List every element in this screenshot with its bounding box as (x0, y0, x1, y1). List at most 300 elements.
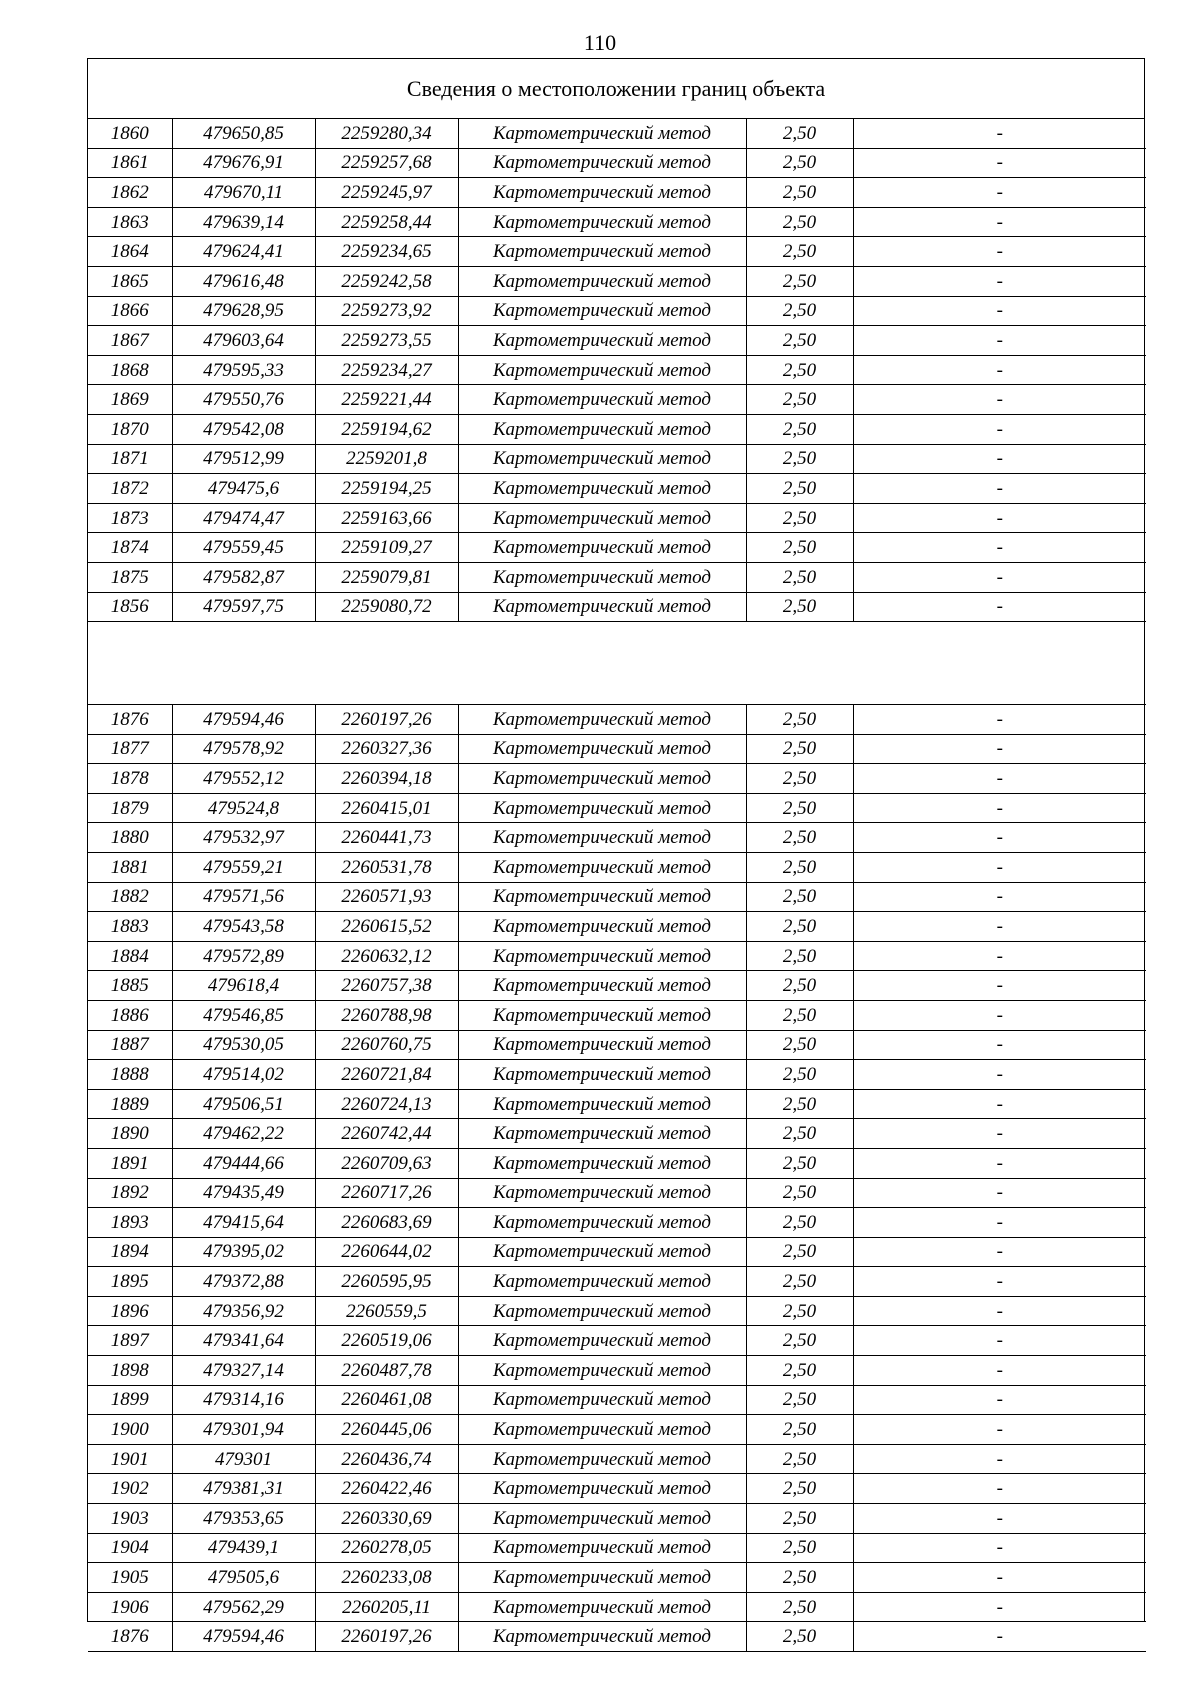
point-number-cell: 1876 (88, 1622, 172, 1652)
x-coordinate-cell: 479552,12 (172, 764, 315, 794)
table-row (88, 355, 1146, 385)
x-coordinate-cell: 479301 (172, 1444, 315, 1474)
table-row (88, 793, 1146, 823)
method-cell: Картометрический метод (458, 1060, 746, 1090)
note-cell: - (853, 1622, 1146, 1652)
x-coordinate-cell: 479639,14 (172, 207, 315, 237)
y-coordinate-cell: 2260760,75 (315, 1030, 458, 1060)
method-cell: Картометрический метод (458, 882, 746, 912)
note-cell: - (853, 207, 1146, 237)
note-cell: - (853, 355, 1146, 385)
y-coordinate-cell: 2259201,8 (315, 444, 458, 474)
y-coordinate-cell: 2259221,44 (315, 385, 458, 415)
note-cell: - (853, 1504, 1146, 1534)
point-number-cell: 1868 (88, 355, 172, 385)
method-cell: Картометрический метод (458, 503, 746, 533)
y-coordinate-cell: 2260615,52 (315, 912, 458, 942)
method-cell: Картометрический метод (458, 1444, 746, 1474)
y-coordinate-cell: 2259109,27 (315, 533, 458, 563)
accuracy-cell: 2,50 (746, 296, 853, 326)
note-cell: - (853, 1444, 1146, 1474)
y-coordinate-cell: 2260278,05 (315, 1533, 458, 1563)
page-number: 110 (583, 30, 617, 55)
method-cell: Картометрический метод (458, 1237, 746, 1267)
x-coordinate-cell: 479301,94 (172, 1415, 315, 1445)
accuracy-cell: 2,50 (746, 414, 853, 444)
note-cell: - (853, 237, 1146, 267)
point-number-cell: 1877 (88, 734, 172, 764)
x-coordinate-cell: 479353,65 (172, 1504, 315, 1534)
method-cell: Картометрический метод (458, 1030, 746, 1060)
boundary-table-frame (87, 58, 1145, 1648)
accuracy-cell: 2,50 (746, 355, 853, 385)
accuracy-cell: 2,50 (746, 1119, 853, 1149)
y-coordinate-cell: 2260197,26 (315, 1622, 458, 1652)
accuracy-cell: 2,50 (746, 1474, 853, 1504)
accuracy-cell: 2,50 (746, 533, 853, 563)
point-number-cell: 1900 (88, 1415, 172, 1445)
method-cell: Картометрический метод (458, 1622, 746, 1652)
table-row (88, 941, 1146, 971)
method-cell: Картометрический метод (458, 705, 746, 735)
accuracy-cell: 2,50 (746, 1089, 853, 1119)
accuracy-cell: 2,50 (746, 1030, 853, 1060)
note-cell: - (853, 882, 1146, 912)
note-cell: - (853, 823, 1146, 853)
table-row (88, 444, 1146, 474)
table-row (88, 1119, 1146, 1149)
accuracy-cell: 2,50 (746, 237, 853, 267)
point-number-cell: 1880 (88, 823, 172, 853)
method-cell: Картометрический метод (458, 1533, 746, 1563)
table-row (88, 1267, 1146, 1297)
y-coordinate-cell: 2260327,36 (315, 734, 458, 764)
accuracy-cell: 2,50 (746, 852, 853, 882)
y-coordinate-cell: 2259079,81 (315, 562, 458, 592)
note-cell: - (853, 266, 1146, 296)
accuracy-cell: 2,50 (746, 562, 853, 592)
x-coordinate-cell: 479578,92 (172, 734, 315, 764)
method-cell: Картометрический метод (458, 266, 746, 296)
method-cell: Картометрический метод (458, 764, 746, 794)
table-row (88, 1089, 1146, 1119)
x-coordinate-cell: 479572,89 (172, 941, 315, 971)
table-row (88, 734, 1146, 764)
x-coordinate-cell: 479559,21 (172, 852, 315, 882)
method-cell: Картометрический метод (458, 1474, 746, 1504)
x-coordinate-cell: 479530,05 (172, 1030, 315, 1060)
table-title: Сведения о местоположении границ объекта (88, 59, 1144, 119)
accuracy-cell: 2,50 (746, 1208, 853, 1238)
accuracy-cell: 2,50 (746, 1060, 853, 1090)
method-cell: Картометрический метод (458, 1326, 746, 1356)
table-row (88, 119, 1146, 148)
accuracy-cell: 2,50 (746, 148, 853, 178)
method-cell: Картометрический метод (458, 444, 746, 474)
y-coordinate-cell: 2260422,46 (315, 1474, 458, 1504)
point-number-cell: 1905 (88, 1563, 172, 1593)
y-coordinate-cell: 2260197,26 (315, 705, 458, 735)
accuracy-cell: 2,50 (746, 1415, 853, 1445)
table-row (88, 1592, 1146, 1622)
y-coordinate-cell: 2259080,72 (315, 592, 458, 622)
point-number-cell: 1893 (88, 1208, 172, 1238)
accuracy-cell: 2,50 (746, 1622, 853, 1652)
table-row (88, 882, 1146, 912)
y-coordinate-cell: 2260394,18 (315, 764, 458, 794)
note-cell: - (853, 1563, 1146, 1593)
method-cell: Картометрический метод (458, 474, 746, 504)
note-cell: - (853, 1267, 1146, 1297)
y-coordinate-cell: 2260724,13 (315, 1089, 458, 1119)
y-coordinate-cell: 2260233,08 (315, 1563, 458, 1593)
table-row (88, 266, 1146, 296)
method-cell: Картометрический метод (458, 941, 746, 971)
table-row (88, 912, 1146, 942)
method-cell: Картометрический метод (458, 1563, 746, 1593)
note-cell: - (853, 1148, 1146, 1178)
point-number-cell: 1878 (88, 764, 172, 794)
table-row (88, 296, 1146, 326)
y-coordinate-cell: 2260683,69 (315, 1208, 458, 1238)
note-cell: - (853, 474, 1146, 504)
x-coordinate-cell: 479475,6 (172, 474, 315, 504)
note-cell: - (853, 119, 1146, 148)
point-number-cell: 1886 (88, 1000, 172, 1030)
accuracy-cell: 2,50 (746, 734, 853, 764)
point-number-cell: 1895 (88, 1267, 172, 1297)
x-coordinate-cell: 479506,51 (172, 1089, 315, 1119)
x-coordinate-cell: 479514,02 (172, 1060, 315, 1090)
point-number-cell: 1902 (88, 1474, 172, 1504)
accuracy-cell: 2,50 (746, 764, 853, 794)
x-coordinate-cell: 479546,85 (172, 1000, 315, 1030)
note-cell: - (853, 1089, 1146, 1119)
y-coordinate-cell: 2260595,95 (315, 1267, 458, 1297)
table-row (88, 1326, 1146, 1356)
table-row (88, 237, 1146, 267)
x-coordinate-cell: 479571,56 (172, 882, 315, 912)
table-row (88, 1504, 1146, 1534)
x-coordinate-cell: 479616,48 (172, 266, 315, 296)
table-row (88, 1563, 1146, 1593)
point-number-cell: 1899 (88, 1385, 172, 1415)
method-cell: Картометрический метод (458, 1208, 746, 1238)
accuracy-cell: 2,50 (746, 1385, 853, 1415)
point-number-cell: 1883 (88, 912, 172, 942)
point-number-cell: 1882 (88, 882, 172, 912)
method-cell: Картометрический метод (458, 1504, 746, 1534)
accuracy-cell: 2,50 (746, 444, 853, 474)
method-cell: Картометрический метод (458, 562, 746, 592)
point-number-cell: 1872 (88, 474, 172, 504)
accuracy-cell: 2,50 (746, 912, 853, 942)
x-coordinate-cell: 479594,46 (172, 1622, 315, 1652)
note-cell: - (853, 1533, 1146, 1563)
note-cell: - (853, 178, 1146, 208)
x-coordinate-cell: 479543,58 (172, 912, 315, 942)
point-number-cell: 1860 (88, 119, 172, 148)
point-number-cell: 1903 (88, 1504, 172, 1534)
table-row (88, 1385, 1146, 1415)
method-cell: Картометрический метод (458, 355, 746, 385)
point-number-cell: 1894 (88, 1237, 172, 1267)
y-coordinate-cell: 2260330,69 (315, 1504, 458, 1534)
accuracy-cell: 2,50 (746, 178, 853, 208)
y-coordinate-cell: 2260742,44 (315, 1119, 458, 1149)
x-coordinate-cell: 479542,08 (172, 414, 315, 444)
point-number-cell: 1875 (88, 562, 172, 592)
y-coordinate-cell: 2260519,06 (315, 1326, 458, 1356)
note-cell: - (853, 1356, 1146, 1386)
note-cell: - (853, 1326, 1146, 1356)
note-cell: - (853, 971, 1146, 1001)
method-cell: Картометрический метод (458, 178, 746, 208)
point-number-cell: 1869 (88, 385, 172, 415)
note-cell: - (853, 296, 1146, 326)
y-coordinate-cell: 2259234,27 (315, 355, 458, 385)
y-coordinate-cell: 2260644,02 (315, 1237, 458, 1267)
accuracy-cell: 2,50 (746, 326, 853, 356)
y-coordinate-cell: 2259163,66 (315, 503, 458, 533)
y-coordinate-cell: 2260487,78 (315, 1356, 458, 1386)
method-cell: Картометрический метод (458, 1089, 746, 1119)
table-row (88, 1148, 1146, 1178)
x-coordinate-cell: 479676,91 (172, 148, 315, 178)
x-coordinate-cell: 479462,22 (172, 1119, 315, 1149)
accuracy-cell: 2,50 (746, 266, 853, 296)
note-cell: - (853, 414, 1146, 444)
table-row (88, 1356, 1146, 1386)
method-cell: Картометрический метод (458, 1267, 746, 1297)
x-coordinate-cell: 479435,49 (172, 1178, 315, 1208)
y-coordinate-cell: 2260721,84 (315, 1060, 458, 1090)
x-coordinate-cell: 479550,76 (172, 385, 315, 415)
x-coordinate-cell: 479650,85 (172, 119, 315, 148)
x-coordinate-cell: 479512,99 (172, 444, 315, 474)
table-row (88, 1237, 1146, 1267)
note-cell: - (853, 941, 1146, 971)
table-row (88, 823, 1146, 853)
point-number-cell: 1861 (88, 148, 172, 178)
accuracy-cell: 2,50 (746, 971, 853, 1001)
point-number-cell: 1865 (88, 266, 172, 296)
method-cell: Картометрический метод (458, 119, 746, 148)
accuracy-cell: 2,50 (746, 1504, 853, 1534)
method-cell: Картометрический метод (458, 971, 746, 1001)
accuracy-cell: 2,50 (746, 1444, 853, 1474)
accuracy-cell: 2,50 (746, 1533, 853, 1563)
point-number-cell: 1874 (88, 533, 172, 563)
table-row (88, 971, 1146, 1001)
note-cell: - (853, 1415, 1146, 1445)
note-cell: - (853, 1060, 1146, 1090)
y-coordinate-cell: 2260757,38 (315, 971, 458, 1001)
accuracy-cell: 2,50 (746, 823, 853, 853)
point-number-cell: 1885 (88, 971, 172, 1001)
method-cell: Картометрический метод (458, 533, 746, 563)
x-coordinate-cell: 479474,47 (172, 503, 315, 533)
x-coordinate-cell: 479595,33 (172, 355, 315, 385)
y-coordinate-cell: 2259273,55 (315, 326, 458, 356)
table-row (88, 1208, 1146, 1238)
accuracy-cell: 2,50 (746, 1267, 853, 1297)
y-coordinate-cell: 2260461,08 (315, 1385, 458, 1415)
method-cell: Картометрический метод (458, 1000, 746, 1030)
y-coordinate-cell: 2260205,11 (315, 1592, 458, 1622)
note-cell: - (853, 1592, 1146, 1622)
accuracy-cell: 2,50 (746, 1148, 853, 1178)
x-coordinate-cell: 479381,31 (172, 1474, 315, 1504)
x-coordinate-cell: 479395,02 (172, 1237, 315, 1267)
table-row (88, 414, 1146, 444)
note-cell: - (853, 1385, 1146, 1415)
x-coordinate-cell: 479559,45 (172, 533, 315, 563)
note-cell: - (853, 793, 1146, 823)
method-cell: Картометрический метод (458, 1119, 746, 1149)
method-cell: Картометрический метод (458, 237, 746, 267)
method-cell: Картометрический метод (458, 1178, 746, 1208)
table-row (88, 533, 1146, 563)
accuracy-cell: 2,50 (746, 1356, 853, 1386)
y-coordinate-cell: 2260436,74 (315, 1444, 458, 1474)
point-number-cell: 1870 (88, 414, 172, 444)
point-number-cell: 1901 (88, 1444, 172, 1474)
point-number-cell: 1889 (88, 1089, 172, 1119)
method-cell: Картометрический метод (458, 148, 746, 178)
method-cell: Картометрический метод (458, 793, 746, 823)
table-row (88, 1000, 1146, 1030)
accuracy-cell: 2,50 (746, 1296, 853, 1326)
point-number-cell: 1867 (88, 326, 172, 356)
point-number-cell: 1904 (88, 1533, 172, 1563)
x-coordinate-cell: 479582,87 (172, 562, 315, 592)
point-number-cell: 1892 (88, 1178, 172, 1208)
accuracy-cell: 2,50 (746, 1178, 853, 1208)
table-row (88, 148, 1146, 178)
table-row (88, 1474, 1146, 1504)
note-cell: - (853, 734, 1146, 764)
table-row (88, 1444, 1146, 1474)
y-coordinate-cell: 2259242,58 (315, 266, 458, 296)
point-number-cell: 1879 (88, 793, 172, 823)
point-number-cell: 1866 (88, 296, 172, 326)
note-cell: - (853, 1296, 1146, 1326)
accuracy-cell: 2,50 (746, 793, 853, 823)
y-coordinate-cell: 2259258,44 (315, 207, 458, 237)
y-coordinate-cell: 2260632,12 (315, 941, 458, 971)
note-cell: - (853, 852, 1146, 882)
note-cell: - (853, 1474, 1146, 1504)
point-number-cell: 1871 (88, 444, 172, 474)
note-cell: - (853, 1119, 1146, 1149)
note-cell: - (853, 912, 1146, 942)
method-cell: Картометрический метод (458, 823, 746, 853)
point-number-cell: 1876 (88, 705, 172, 735)
x-coordinate-cell: 479314,16 (172, 1385, 315, 1415)
table-row (88, 503, 1146, 533)
x-coordinate-cell: 479532,97 (172, 823, 315, 853)
point-number-cell: 1881 (88, 852, 172, 882)
point-number-cell: 1898 (88, 1356, 172, 1386)
accuracy-cell: 2,50 (746, 385, 853, 415)
note-cell: - (853, 764, 1146, 794)
x-coordinate-cell: 479618,4 (172, 971, 315, 1001)
method-cell: Картометрический метод (458, 1296, 746, 1326)
method-cell: Картометрический метод (458, 852, 746, 882)
point-number-cell: 1888 (88, 1060, 172, 1090)
point-number-cell: 1856 (88, 592, 172, 622)
method-cell: Картометрический метод (458, 1148, 746, 1178)
method-cell: Картометрический метод (458, 912, 746, 942)
x-coordinate-cell: 479327,14 (172, 1356, 315, 1386)
point-number-cell: 1906 (88, 1592, 172, 1622)
table-row (88, 764, 1146, 794)
accuracy-cell: 2,50 (746, 207, 853, 237)
table-row (88, 326, 1146, 356)
accuracy-cell: 2,50 (746, 592, 853, 622)
y-coordinate-cell: 2260717,26 (315, 1178, 458, 1208)
accuracy-cell: 2,50 (746, 1592, 853, 1622)
point-number-cell: 1863 (88, 207, 172, 237)
table-row (88, 705, 1146, 735)
accuracy-cell: 2,50 (746, 882, 853, 912)
point-number-cell: 1864 (88, 237, 172, 267)
method-cell: Картометрический метод (458, 385, 746, 415)
x-coordinate-cell: 479341,64 (172, 1326, 315, 1356)
table-row (88, 1030, 1146, 1060)
y-coordinate-cell: 2259245,97 (315, 178, 458, 208)
table-row (88, 562, 1146, 592)
point-number-cell: 1873 (88, 503, 172, 533)
point-number-cell: 1884 (88, 941, 172, 971)
method-cell: Картометрический метод (458, 1592, 746, 1622)
y-coordinate-cell: 2259194,25 (315, 474, 458, 504)
note-cell: - (853, 503, 1146, 533)
accuracy-cell: 2,50 (746, 503, 853, 533)
y-coordinate-cell: 2260415,01 (315, 793, 458, 823)
x-coordinate-cell: 479356,92 (172, 1296, 315, 1326)
method-cell: Картометрический метод (458, 326, 746, 356)
contour-1-table (88, 119, 1146, 622)
method-cell: Картометрический метод (458, 207, 746, 237)
accuracy-cell: 2,50 (746, 474, 853, 504)
table-row (88, 592, 1146, 622)
note-cell: - (853, 533, 1146, 563)
note-cell: - (853, 444, 1146, 474)
note-cell: - (853, 562, 1146, 592)
table-row (88, 207, 1146, 237)
point-number-cell: 1890 (88, 1119, 172, 1149)
x-coordinate-cell: 479594,46 (172, 705, 315, 735)
table-row (88, 385, 1146, 415)
y-coordinate-cell: 2259280,34 (315, 119, 458, 148)
table-row (88, 852, 1146, 882)
x-coordinate-cell: 479444,66 (172, 1148, 315, 1178)
table-row (88, 1533, 1146, 1563)
note-cell: - (853, 326, 1146, 356)
y-coordinate-cell: 2260531,78 (315, 852, 458, 882)
method-cell: Картометрический метод (458, 734, 746, 764)
note-cell: - (853, 592, 1146, 622)
y-coordinate-cell: 2260571,93 (315, 882, 458, 912)
x-coordinate-cell: 479562,29 (172, 1592, 315, 1622)
note-cell: - (853, 705, 1146, 735)
table-row (88, 474, 1146, 504)
accuracy-cell: 2,50 (746, 119, 853, 148)
accuracy-cell: 2,50 (746, 705, 853, 735)
accuracy-cell: 2,50 (746, 1563, 853, 1593)
